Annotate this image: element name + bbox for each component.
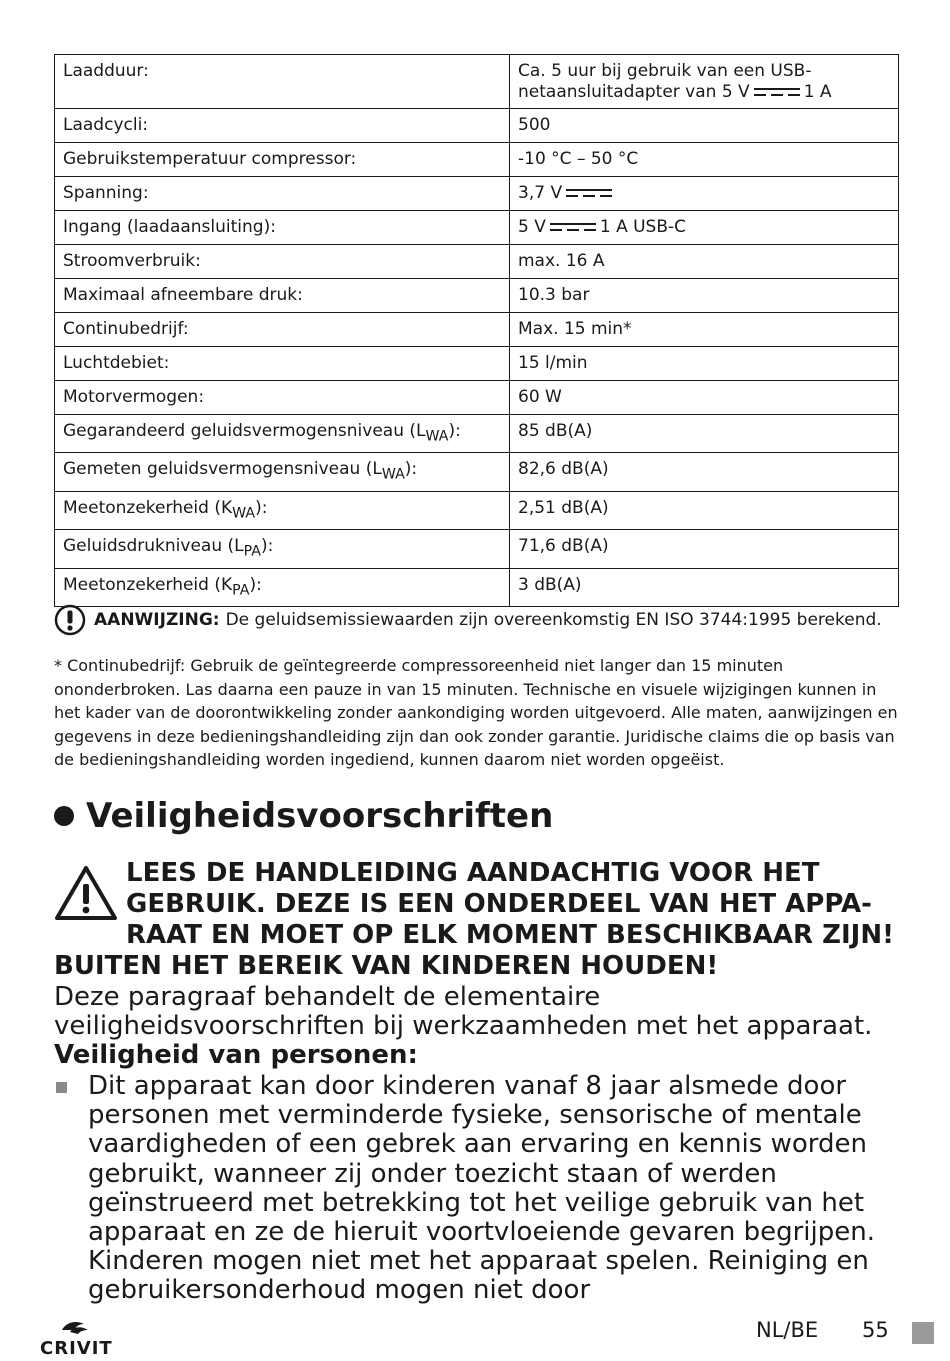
spec-label: Gebruikstemperatuur compressor: xyxy=(55,143,510,177)
spec-value: 10.3 bar xyxy=(510,279,899,313)
spec-label: Motorvermogen: xyxy=(55,381,510,415)
dc-symbol-icon xyxy=(550,222,596,232)
table-row xyxy=(55,453,899,491)
footer-language: NL/BE xyxy=(756,1318,819,1342)
page-number: 55 xyxy=(862,1318,889,1342)
spec-value: 60 W xyxy=(510,381,899,415)
note-text: De geluidsemissiewaarden zijn overeenkomstig EN ISO 3744:1995 berekend. xyxy=(225,610,882,630)
spec-label: Gemeten geluidsvermogensniveau $(L_{WA})$: xyxy=(55,453,510,491)
spec-label: Meetonzekerheid $(K_{PA})$: xyxy=(55,568,510,606)
table-row xyxy=(55,245,899,279)
spec-value: 2,51 dB(A) xyxy=(510,491,899,529)
table-row xyxy=(55,568,899,606)
square-bullet-icon xyxy=(56,1082,67,1093)
dc-symbol-icon xyxy=(566,188,612,198)
table-row xyxy=(55,530,899,568)
table-row xyxy=(55,211,899,245)
spec-value: Ca. 5 uur bij gebruik van een USB-netaansluitadapter van 5 V 1 A xyxy=(510,55,899,109)
warning-line: LEES DE HANDLEIDING AANDACHTIG VOOR HET xyxy=(126,858,820,888)
brand-name: CRIVIT xyxy=(40,1338,113,1359)
table-row xyxy=(55,279,899,313)
spec-value: 500 xyxy=(510,109,899,143)
spec-label: Stroomverbruik: xyxy=(55,245,510,279)
spec-value: 71,6 dB(A) xyxy=(510,530,899,568)
table-row xyxy=(55,491,899,529)
warning-line: GEBRUIK. DEZE IS EEN ONDERDEEL VAN HET APPA- xyxy=(126,889,872,919)
spec-label: Laadduur: xyxy=(55,55,510,109)
spec-value: 85 dB(A) xyxy=(510,415,899,453)
spec-value: -10 °C – 50 °C xyxy=(510,143,899,177)
list-item-text: Dit apparaat kan door kinderen vanaf 8 jaar alsmede door personen met verminderde fysieke, sensorische of mentale vaardigheden of een gebrek aan ervaring en kennis worden gebruikt, wanneer zij onder toezicht staan of werden geïnstrueerd met betrekking tot het veilige gebruik van het apparaat en ze de hieruit voortvloeiende gevaren begrijpen. Kinderen mogen niet met het apparaat spelen. Reiniging en gebruikersonderhoud mogen niet door xyxy=(88,1071,875,1306)
spec-label: Luchtdebiet: xyxy=(55,347,510,381)
note-line xyxy=(54,604,904,636)
warning-line: BUITEN HET BEREIK VAN KINDEREN HOUDEN! xyxy=(54,951,719,981)
dc-symbol-icon xyxy=(754,87,800,97)
spec-value: 3,7 V xyxy=(510,177,899,211)
spec-label: Spanning: xyxy=(55,177,510,211)
section-heading xyxy=(54,796,553,836)
table-row xyxy=(55,177,899,211)
note-label: AANWIJZING: xyxy=(94,610,220,630)
spec-label: Continubedrijf: xyxy=(55,313,510,347)
spec-value: 15 l/min xyxy=(510,347,899,381)
spec-label: Laadcycli: xyxy=(55,109,510,143)
page-marker xyxy=(912,1322,934,1344)
warning-line: RAAT EN MOET OP ELK MOMENT BESCHIKBAAR ZIJN! xyxy=(126,920,894,950)
spec-value: Max. 15 min* xyxy=(510,313,899,347)
spec-label: Maximaal afneembare druk: xyxy=(55,279,510,313)
table-row xyxy=(55,313,899,347)
bullet-dot-icon xyxy=(54,806,74,826)
warning-triangle-icon xyxy=(54,864,118,922)
spec-label: Gegarandeerd geluidsvermogensniveau $(L_{WA})$: xyxy=(55,415,510,453)
spec-label: Geluidsdrukniveau $(L_{PA})$: xyxy=(55,530,510,568)
warning-block xyxy=(54,858,914,982)
section-title: Veiligheidsvoorschriften xyxy=(86,796,554,836)
spec-value: 5 V 1 A USB-C xyxy=(510,211,899,245)
table-row xyxy=(55,143,899,177)
spec-value: max. 16 A xyxy=(510,245,899,279)
spec-label: Ingang (laadaansluiting): xyxy=(55,211,510,245)
table-row xyxy=(55,109,899,143)
footnote: * Continubedrijf: Gebruik de geïntegreerde compressoreenheid niet langer dan 15 minuten ononderbroken. Las daarna een pauze in van 15 minuten. Technische en visuele wijzigingen kunnen in het kader van de doorontwikkeling zonder aankondiging worden uitgevoerd. Alle maten, aanwijzingen en gegevens in deze bedieningshandleiding zijn dan ook zonder garantie. Juridische claims die op basis van de bedieningshandleiding worden ingediend, kunnen daarom niet worden opgeëist. xyxy=(54,656,898,769)
list-item xyxy=(54,1072,904,1306)
spec-value: 82,6 dB(A) xyxy=(510,453,899,491)
table-row xyxy=(55,55,899,109)
intro-paragraph: Deze paragraaf behandelt de elementaire veiligheidsvoorschriften bij werkzaamheden met het apparaat. xyxy=(54,982,873,1041)
table-row xyxy=(55,381,899,415)
table-row xyxy=(55,347,899,381)
technical-specs-table xyxy=(54,54,899,607)
table-row xyxy=(55,415,899,453)
spec-label: Meetonzekerheid $(K_{WA})$: xyxy=(55,491,510,529)
spec-value: 3 dB(A) xyxy=(510,568,899,606)
exclamation-circle-icon xyxy=(54,604,86,636)
subheading: Veiligheid van personen: xyxy=(54,1040,418,1070)
